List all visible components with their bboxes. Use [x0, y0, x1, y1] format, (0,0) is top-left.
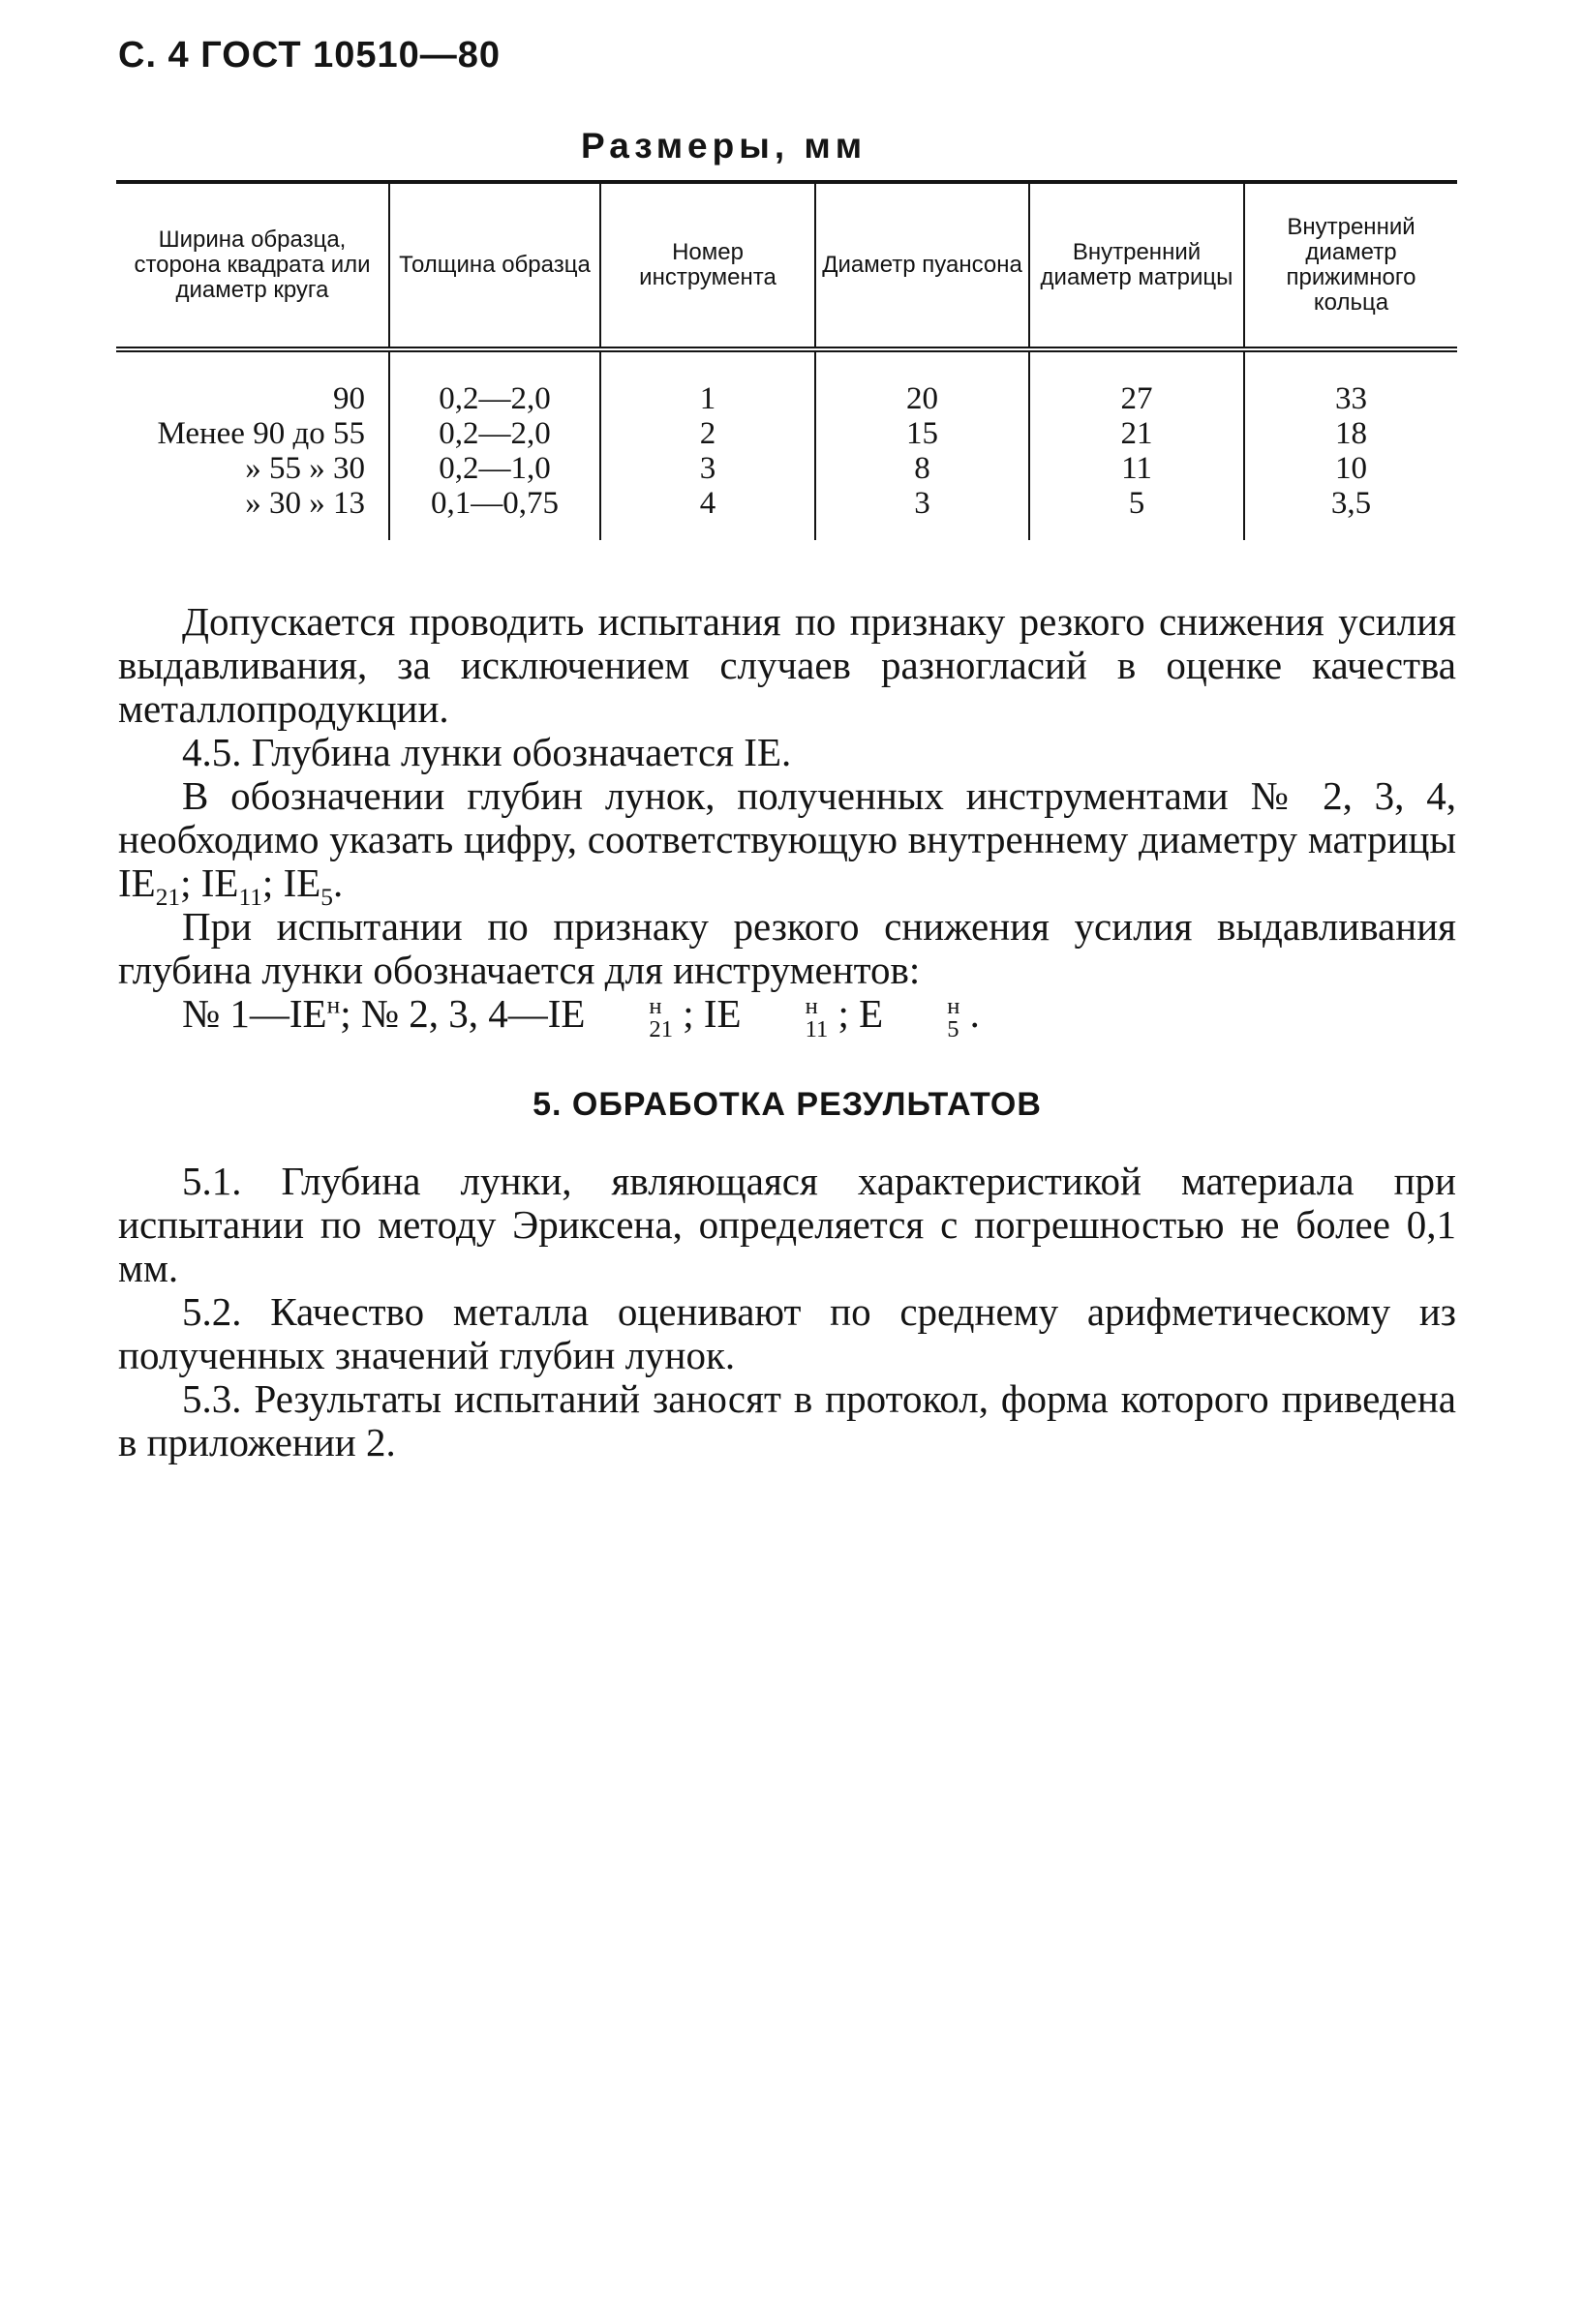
paragraph-5-1: 5.1. Глубина лунки, являющаяся характеристикой материала при испытании по методу Эриксена, определяется с погрешностью не более 0,1 мм.	[118, 1159, 1456, 1290]
subscript: 21	[155, 884, 181, 912]
table-cell: 5	[1029, 486, 1244, 540]
paragraph-formulas	[118, 992, 1456, 1041]
table-cell: » 30 » 13	[245, 486, 365, 521]
superscript: н	[326, 991, 341, 1019]
col-header-ring-diameter: Внутренний диаметр прижимного кольца	[1244, 182, 1457, 349]
subscript: 11	[238, 884, 262, 912]
designation-text: В обозначении глубин лунок, полученных инструментами № 2, 3, 4, необходимо указать цифру, соответствующую внутреннему диаметру матрицы	[118, 773, 1456, 861]
table-cell: 33	[1244, 349, 1457, 416]
col-header-die-diameter: Внутренний диаметр матрицы	[1029, 182, 1244, 349]
table-cell: 8	[815, 451, 1029, 486]
paragraph-4-5: 4.5. Глубина лунки обозначается IE.	[182, 730, 792, 774]
paragraph-permission: Допускается проводить испытания по признаку резкого снижения усилия выдавливания, за исключением случаев разногласий в оценке качества металлопродукции.	[118, 599, 1456, 731]
index-stack	[742, 995, 829, 1041]
table-caption: Размеры, мм	[581, 126, 868, 166]
table-cell: Менее 90 до 55	[157, 416, 365, 451]
formula-end: .	[332, 860, 344, 905]
superscript: н	[947, 993, 960, 1020]
subscript: 5	[947, 1015, 959, 1042]
paragraph-designation	[118, 773, 1456, 912]
formula-ie: IE	[118, 860, 156, 905]
section4-continuation	[118, 600, 1456, 1041]
table-cell: 2	[600, 416, 815, 451]
table-cell: 0,2—2,0	[389, 416, 600, 451]
table-cell: 3,5	[1244, 486, 1457, 540]
table-cell: 0,2—2,0	[389, 349, 600, 416]
paragraph-5-2: 5.2. Качество металла оценивают по среднему арифметическому из полученных значений глубин лунок.	[118, 1289, 1456, 1377]
table-row	[116, 451, 1457, 486]
table-row	[116, 486, 1457, 540]
col-header-width: Ширина образца, сторона квадрата или диаметр круга	[116, 182, 389, 349]
paragraph-5-3: 5.3. Результаты испытаний заносят в протокол, форма которого приведена в приложении 2.	[118, 1376, 1456, 1464]
formula-part: ; IE	[673, 991, 742, 1036]
table-row	[116, 416, 1457, 451]
table-cell: 20	[815, 349, 1029, 416]
table-cell: 1	[600, 349, 815, 416]
section-heading: 5. ОБРАБОТКА РЕЗУЛЬТАТОВ	[533, 1086, 1042, 1123]
subscript: 11	[805, 1015, 829, 1042]
dimensions-table	[116, 180, 1457, 540]
table-cell: 4	[600, 486, 815, 540]
table-cell: » 55 » 30	[245, 451, 365, 486]
table-cell: 11	[1029, 451, 1244, 486]
subscript: 21	[649, 1015, 673, 1042]
table-cell: 90	[333, 381, 365, 416]
formula-part: ; E	[828, 991, 884, 1036]
formula-part: .	[959, 991, 980, 1036]
subscript: 5	[320, 884, 333, 912]
table-cell: 27	[1029, 349, 1244, 416]
table-cell: 0,1—0,75	[389, 486, 600, 540]
superscript: н	[805, 993, 818, 1020]
running-head: С. 4 ГОСТ 10510—80	[118, 35, 502, 75]
table-row	[116, 349, 1457, 416]
table-cell: 0,2—1,0	[389, 451, 600, 486]
table-cell: 15	[815, 416, 1029, 451]
table-cell: 21	[1029, 416, 1244, 451]
col-header-tool-number: Номер инструмента	[600, 182, 815, 349]
col-header-punch-diameter: Диаметр пуансона	[815, 182, 1029, 349]
section5-body	[118, 1160, 1456, 1464]
table-header-row	[116, 182, 1457, 349]
index-stack	[585, 995, 673, 1041]
formula-sep: ; IE	[261, 860, 321, 905]
index-stack	[883, 995, 959, 1041]
paragraph-force-drop: При испытании по признаку резкого снижения усилия выдавливания глубина лунки обозначается для инструментов:	[118, 904, 1456, 992]
formula-part: № 1—IE	[182, 991, 327, 1036]
table-cell: 3	[815, 486, 1029, 540]
table-cell: 10	[1244, 451, 1457, 486]
superscript: н	[649, 993, 662, 1020]
table-cell: 18	[1244, 416, 1457, 451]
col-header-thickness: Толщина образца	[389, 182, 600, 349]
formula-sep: ; IE	[180, 860, 239, 905]
table-cell: 3	[600, 451, 815, 486]
formula-part: ; № 2, 3, 4—IE	[340, 991, 586, 1036]
